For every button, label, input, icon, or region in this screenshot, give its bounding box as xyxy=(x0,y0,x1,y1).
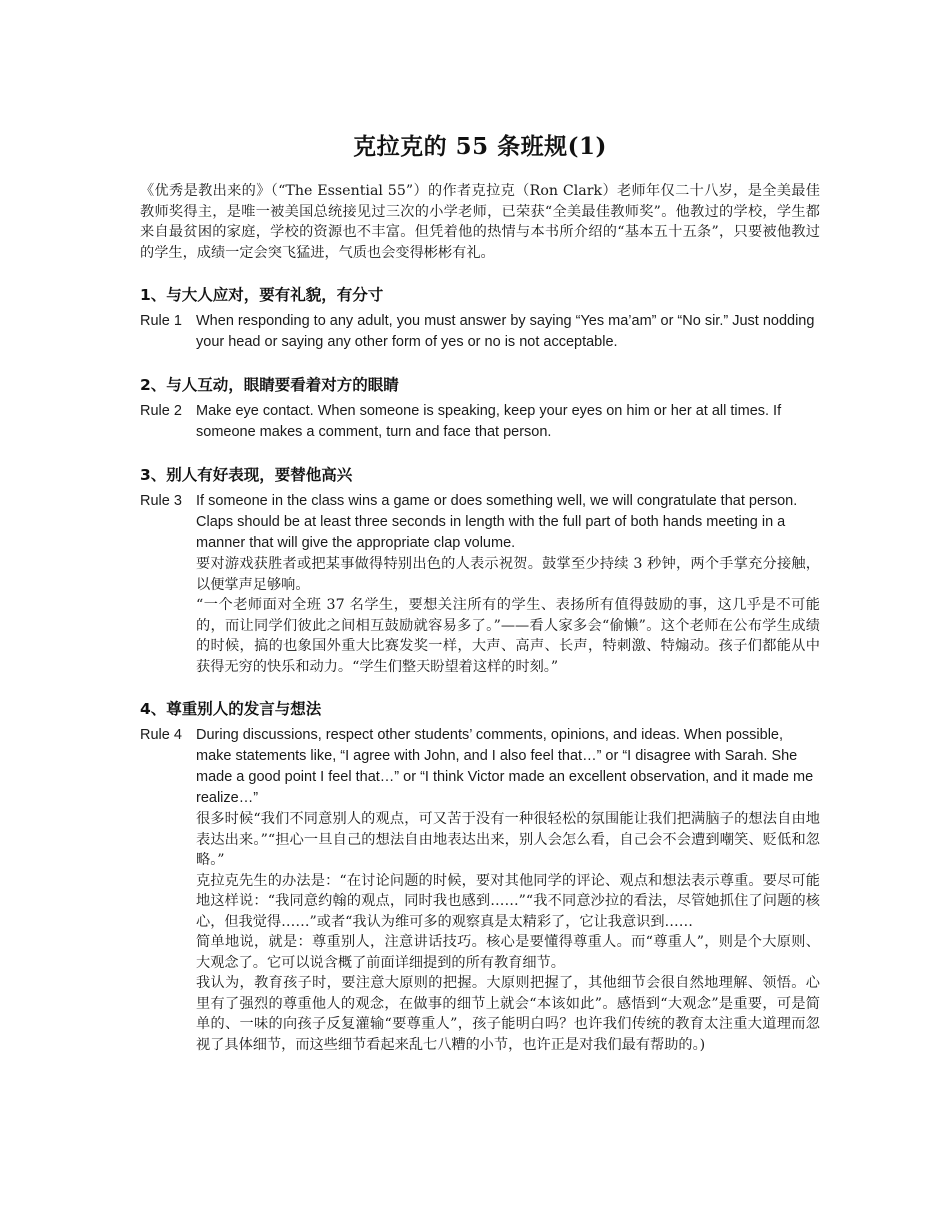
rule-row xyxy=(140,401,820,443)
section-4 xyxy=(140,697,820,1055)
section-heading: 3、别人有好表现，要替他高兴 xyxy=(140,466,353,484)
rule-note: 克拉克先生的办法是：“在讨论问题的时候，要对其他同学的评论、观点和想法表示尊重。要尽可能地这样说：“我同意约翰的观点，同时我也感到……”“我不同意沙拉的看法，尽管她抓住了问题的核心，但我觉得……”或者“我认为维可多的观察真是太精彩了，它让我意识到…… xyxy=(196,872,820,930)
rule-body xyxy=(196,491,820,677)
rule-body xyxy=(196,725,820,1055)
rule-label: Rule 4 xyxy=(140,727,182,743)
intro-paragraph: 《优秀是教出来的》（“The Essential 55”）的作者克拉克（Ron Clark）老师年仅二十八岁，是全美最佳教师奖得主，是唯一被美国总统接见过三次的小学老师，已荣获“全美最佳教师奖”。他教过的学校，学生都来自最贫困的家庭，学校的资源也不丰富。但凭着他的热情与本书所介绍的“基本五十五条”，只要被他教过的学生，成绩一定会突飞猛进，气质也会变得彬彬有礼。 xyxy=(140,183,820,261)
document-title: 克拉克的 55 条班规(1) xyxy=(353,133,607,160)
document-content xyxy=(140,128,820,1055)
section-1 xyxy=(140,283,820,353)
rule-note: “一个老师面对全班 37 名学生，要想关注所有的学生、表扬所有值得鼓励的事，这几乎是不可能的，而让同学们彼此之间相互鼓励就容易多了。”——看人家多会“偷懒”。这个老师在公布学生成绩的时候，搞的也象国外重大比赛发奖一样，大声、高声、长声，特刺激、特煽动。孩子们都能从中获得无穷的快乐和动力。“学生们整天盼望着这样的时刻。” xyxy=(196,597,820,675)
rule-english-text: If someone in the class wins a game or does something well, we will congratulate that person. Claps should be at least three seconds in length with the full part of both hands meeting in a manner that will give the appropriate clap volume. xyxy=(196,493,798,551)
rule-label: Rule 2 xyxy=(140,403,182,419)
rule-row xyxy=(140,491,820,677)
rule-note: 我认为，教育孩子时，要注意大原则的把握。大原则把握了，其他细节会很自然地理解、领悟。心里有了强烈的尊重他人的观念，在做事的细节上就会“本该如此”。感悟到“大观念”是重要，可是简单的、一味的向孩子反复灌输“要尊重人”，孩子能明白吗？也许我们传统的教育太注重大道理而忽视了具体细节，而这些细节看起来乱七八糟的小节，也许正是对我们最有帮助的。) xyxy=(196,975,820,1053)
rule-english-text: When responding to any adult, you must answer by saying “Yes ma’am” or “No sir.” Just nodding your head or saying any other form of yes or no is not acceptable. xyxy=(196,313,815,350)
section-heading: 2、与人互动，眼睛要看着对方的眼睛 xyxy=(140,376,399,394)
section-3 xyxy=(140,463,820,677)
rule-note: 很多时候“我们不同意别人的观点，可又苦于没有一种很轻松的氛围能让我们把满脑子的想法自由地表达出来。”“担心一旦自己的想法自由地表达出来，别人会怎么看，自己会不会遭到嘲笑、贬低和忽略。” xyxy=(196,811,820,868)
rule-body xyxy=(196,401,820,443)
rule-label: Rule 1 xyxy=(140,313,182,329)
rule-note: 简单地说，就是：尊重别人，注意讲话技巧。核心是要懂得尊重人。而“尊重人”，则是个大原则、大观念了。它可以说含概了前面详细提到的所有教育细节。 xyxy=(196,934,820,971)
rule-english-text: Make eye contact. When someone is speaking, keep your eyes on him or her at all times. If someone makes a comment, turn and face that person. xyxy=(196,403,782,440)
rule-note: 要对游戏获胜者或把某事做得特别出色的人表示祝贺。鼓掌至少持续 3 秒钟，两个手掌充分接触，以便掌声足够响。 xyxy=(196,556,820,593)
section-heading: 4、尊重别人的发言与想法 xyxy=(140,700,322,718)
rule-label: Rule 3 xyxy=(140,493,182,509)
rule-english-text: During discussions, respect other students’ comments, opinions, and ideas. When possible, make statements like, “I agree with John, and I also feel that…” or “I disagree with Sarah. She made a good point I feel that…” or “I think Victor made an excellent observation, and it made me realize…” xyxy=(196,727,814,806)
rule-row xyxy=(140,725,820,1055)
rule-body xyxy=(196,311,820,353)
section-heading: 1、与大人应对，要有礼貌，有分寸 xyxy=(140,286,384,304)
section-2 xyxy=(140,373,820,443)
rule-row xyxy=(140,311,820,353)
